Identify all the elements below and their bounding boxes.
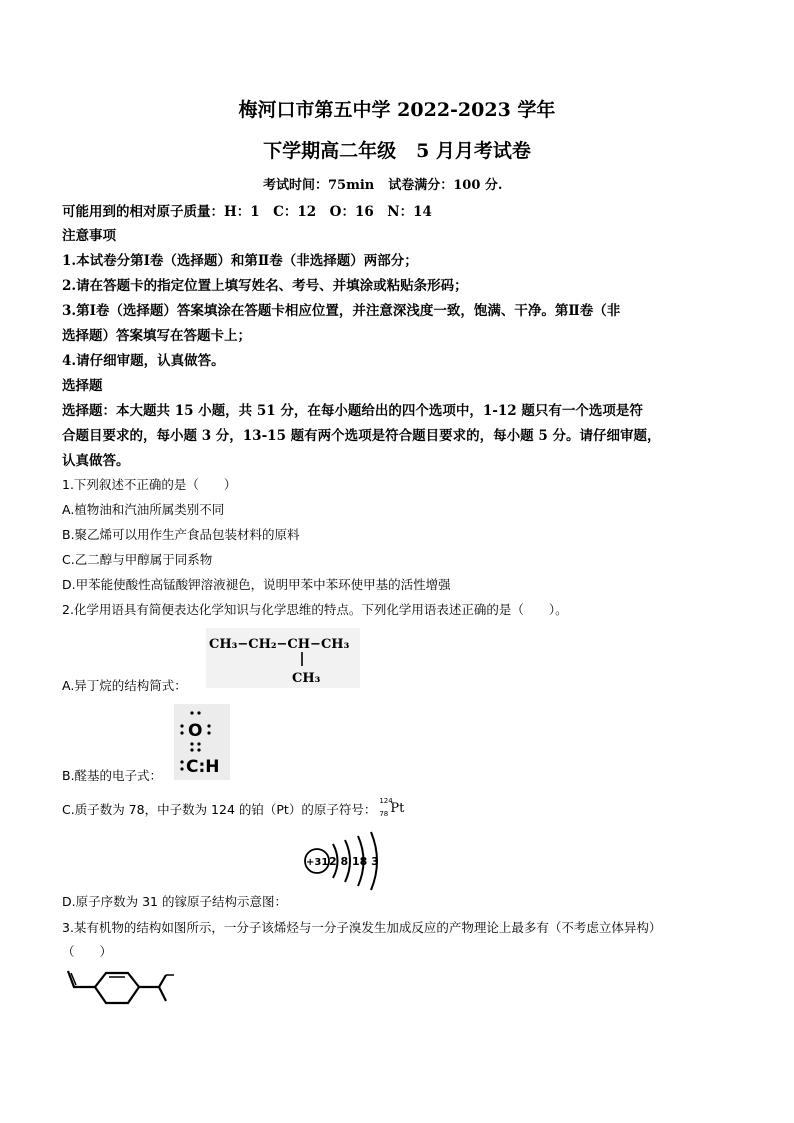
aldehyde-electron-dot-image [174, 704, 230, 780]
q2-stem: 2.化学用语具有简便表达化学知识与化学思维的特点。下列化学用语表述正确的是（ ）。 [62, 602, 568, 617]
full-score: 试卷满分：100 分. [388, 178, 503, 193]
exam-meta [263, 174, 502, 193]
q2-option-c-text: C.质子数为 78，中子数为 124 的铂（Pt）的原子符号： [62, 802, 377, 817]
q1-stem: 1.下列叙述不正确的是（ ） [62, 477, 237, 492]
notice-item-4: 4.请仔细审题，认真做答。 [62, 353, 225, 369]
nuclide-element: Pt [390, 800, 405, 816]
q1-option-b: B.聚乙烯可以用作生产食品包装材料的原料 [62, 527, 300, 542]
q3-stem: 3.某有机物的结构如图所示，一分子该烯烃与一分子溴发生加成反应的产物理论上最多有（不考虑立体异构） [62, 920, 662, 935]
notice-item-1: 1.本试卷分第Ⅰ卷（选择题）和第Ⅱ卷（非选择题）两部分； [62, 253, 418, 269]
exam-title-line2 [0, 136, 794, 163]
formula-main-chain: CH₃−CH₂−CH−CH₃ [209, 637, 350, 652]
exam-time: 考试时间：75min [263, 178, 375, 193]
q2-option-d: D.原子序数为 31 的镓原子结构示意图： [62, 894, 287, 909]
q1-option-a: A.植物油和汽油所属类别不同 [62, 502, 225, 517]
section-heading: 选择题 [62, 378, 103, 394]
exam-title-month: 5 月月考试卷 [416, 140, 531, 162]
shell-electron-counts: 2 8 18 3 [329, 855, 379, 868]
nucleus-charge: +31 [306, 857, 329, 868]
q2-option-b: B.醛基的电子式： [62, 768, 163, 783]
isobutane-formula-image [206, 628, 360, 688]
notice-item-3-cont: 选择题）答案填写在答题卡上； [62, 328, 251, 344]
skeletal-bonds [68, 971, 174, 1003]
section-desc-2: 合题目要求的，每小题 3 分，13-15 题有两个选项是符合题目要求的，每小题 5 分。请仔细审题， [62, 428, 661, 444]
exam-title-line1: 梅河口市第五中学 2022-2023 学年 [238, 99, 556, 121]
notice-title: 注意事项 [62, 228, 116, 244]
q3-answer-paren: （ ） [62, 944, 113, 959]
notice-item-3: 3.第Ⅰ卷（选择题）答案填涂在答题卡相应位置，并注意深浅度一致，饱满、干净。第Ⅱ卷（非 [62, 303, 621, 319]
q3-molecule-structure-image [62, 965, 182, 1015]
platinum-nuclide-symbol [376, 796, 410, 818]
notice-item-2: 2.请在答题卡的指定位置上填写姓名、考号、并填涂或粘贴条形码； [62, 278, 468, 294]
section-desc-1: 选择题：本大题共 15 小题，共 51 分，在每小题给出的四个选项中，1-12 题只有一个选项是符 [62, 403, 643, 419]
q1-option-d: D.甲苯能使酸性高锰酸钾溶液褪色，说明甲苯中苯环使甲基的活性增强 [62, 577, 451, 592]
section-desc-3: 认真做答。 [62, 453, 130, 469]
atomic-mass-line: 可能用到的相对原子质量：H：1 C：12 O：16 N：14 [62, 204, 432, 220]
carbon-hydrogen-symbol: C:H [186, 757, 220, 777]
oxygen-symbol: O [188, 721, 203, 741]
exam-title-grade: 下学期高二年级 [263, 140, 397, 162]
formula-branch-group: CH₃ [292, 671, 321, 686]
q1-option-c: C.乙二醇与甲醇属于同系物 [62, 552, 213, 567]
nuclide-atomic-number: 78 [379, 809, 389, 818]
gallium-atom-diagram-image [298, 824, 384, 894]
q2-option-c [62, 796, 410, 818]
q2-option-a: A.异丁烷的结构简式： [62, 678, 187, 693]
nuclide-mass-number: 124 [379, 796, 393, 805]
